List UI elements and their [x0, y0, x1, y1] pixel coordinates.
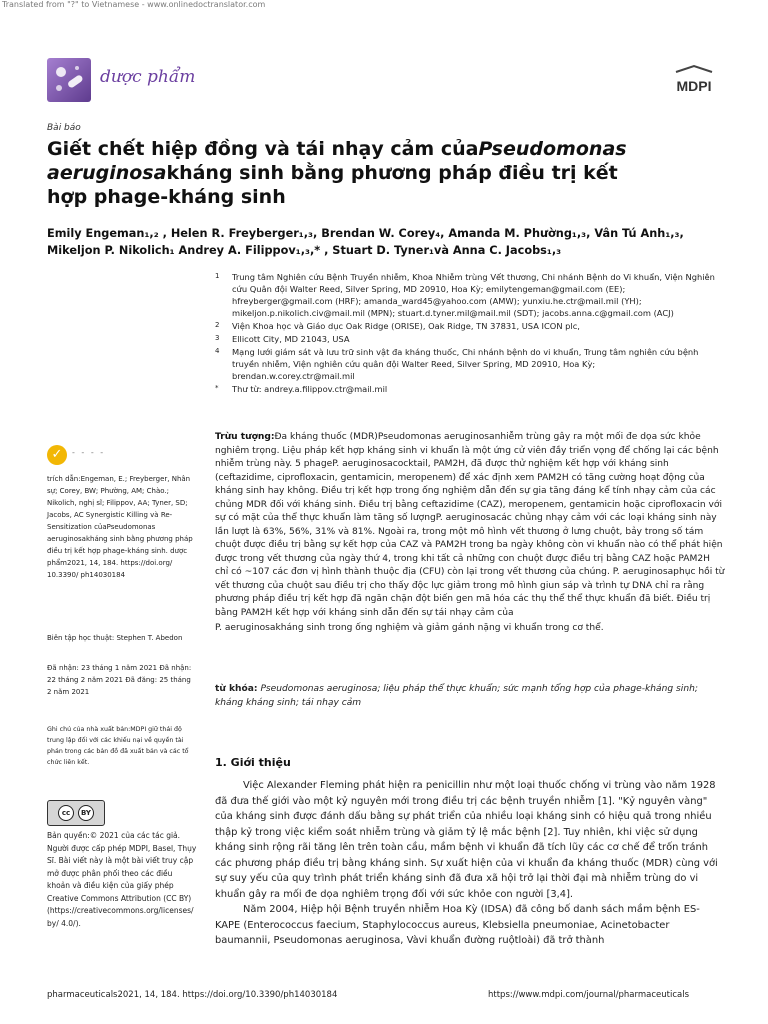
introduction-body: [215, 778, 725, 949]
footer-citation: pharmaceuticals2021, 14, 184. https://doi.org/10.3390/ph14030184: [47, 990, 338, 1000]
journal-name: dược phẩm: [100, 67, 196, 87]
keywords-text: Pseudomonas aeruginosa; liệu pháp thể thực khuẩn; sức mạnh tổng hợp của phage-kháng sinh; kháng kháng sinh; tái nhạy cảm: [215, 684, 698, 708]
publication-dates: Đã nhận: 23 tháng 1 năm 2021 Đã nhận: 22 tháng 2 năm 2021 Đã đăng: 25 tháng 2 năm 2021: [47, 664, 192, 696]
svg-text:MDPI: MDPI: [676, 78, 712, 94]
footer-url[interactable]: https://www.mdpi.com/journal/pharmaceuticals: [488, 990, 689, 1000]
authors-line-1: Emily Engeman₁,₂ , Helen R. Freyberger₁,₃, Brendan W. Corey₄, Amanda M. Phường₁,₃, Vân Tú Anh₁,₃,: [47, 227, 684, 240]
cc-icon: cc: [58, 805, 74, 821]
affiliation-item: 3 Ellicott City, MD 21043, USA: [215, 334, 350, 344]
citation: trích dẫn:Engeman, E.; Freyberger, Nhân sự; Corey, BW; Phường, AM; Chào.; Nikolich, nghị sĩ; Filippov, AA; Tyner, SD; Jacobs, AC Synergistic Killing và Re-Sensitization củaPseudomonas aeruginosakháng sinh bằng phương pháp điều trị kết hợp phage-kháng sinh. dược phẩm2021, 14, 184. https://doi.org/ 10.3390/ ph14030184: [47, 475, 193, 579]
correspondence: * Thư từ: andrey.a.filippov.ctr@mail.mil: [215, 384, 388, 394]
copyright: Bản quyền:© 2021 của các tác giả. Người được cấp phép MDPI, Basel, Thụy Sĩ. Bài viết này là một bài viết truy cập mở được phân phối theo các điều khoản và điều kiện của giấy phép Creative Commons Attribution (CC BY) (https://creativecommons.org/licenses/ by/ 4.0/).: [47, 831, 197, 928]
by-icon: BY: [78, 805, 94, 821]
author-list: [47, 225, 707, 259]
publisher-note: Ghi chú của nhà xuất bản:MDPI giữ thái độ trung lập đối với các khiếu nại về quyền tài phán trong các bản đồ đã xuất bản và các tổ chức liên kết.: [47, 726, 189, 766]
article-title: Giết chết hiệp đồng và tái nhạy cảm củaPseudomonas aeruginosakháng sinh bằng phương pháp điều trị kết hợp phage-kháng sinh: [47, 138, 627, 208]
intro-paragraph-1: Việc Alexander Fleming phát hiện ra penicillin như một loại thuốc chống vi trùng vào năm 1928 đã đưa thế giới vào một kỷ nguyên mới trong điều trị các bệnh truyền nhiễm [1]. "Kỷ nguyên vàng" của kháng sinh được đánh dấu bằng sự phát triển của nhiều loại kháng sinh có hiệu quả trong nhiều thập kỷ trong việc kiểm soát nhiễm trùng và giảm tỷ lệ mắc bệnh [2]. Tuy nhiên, khi việc sử dụng kháng sinh rộng rãi tăng lên trên toàn cầu, mầm bệnh vi khuẩn đã tích lũy các cơ chế để trốn tránh các phương pháp điều trị bằng kháng sinh. Sự xuất hiện của vi khuẩn đa kháng thuốc (MDR) cùng với sự suy yếu của quy trình phát triển kháng sinh đã đưa xã hội trở lại thời đại mà nhiễm trùng do vi khuẩn gây ra mối đe dọa nghiêm trọng đối với sức khỏe con người [3,4].: [215, 780, 718, 900]
check-for-updates-label: - - - -: [72, 448, 106, 457]
section-title: 1. Giới thiệu: [215, 756, 291, 769]
pills-icon: [47, 58, 91, 102]
abstract-end: P. aeruginosakháng sinh trong ống nghiệm và giảm gánh nặng vi khuẩn trong cơ thể.: [215, 623, 604, 633]
article-type: Bài báo: [47, 123, 81, 133]
cc-by-license-badge[interactable]: [47, 800, 105, 826]
translation-note: Translated from "?" to Vietnamese - www.onlinedoctranslator.com: [2, 0, 266, 9]
check-for-updates-icon[interactable]: ✓: [47, 445, 67, 465]
abstract-text: Đa kháng thuốc (MDR)Pseudomonas aeruginosanhiễm trùng gây ra một mối đe dọa sức khỏe nghiêm trọng. Liệu pháp kết hợp kháng sinh vi khuẩn là một ứng cử viên đầy triển vọng để chống lại các bệnh nhiễm trùng này. 5 phageP. aeruginosacocktail, PAM2H, đã được thử nghiệm kết hợp với kháng sinh (ceftazidime, ciprofloxacin, gentamicin, meropenem) để xác định xem PAM2H có tăng cường hoạt động của kháng sinh hay không. Điều trị kết hợp trong ống nghiệm dẫn đến sự gia tăng đáng kể tính nhạy cảm của các chủng MDR đối với kháng sinh. Điều trị bằng ceftazidime (CAZ), meropenem, gentamicin hoặc ciprofloxacin với sự có mặt của thể thực khuẩn làm tăng số lượngP. aeruginosacác chủng nhạy cảm với các loại kháng sinh này lần lượt là 63%, 56%, 31% và 81%. Ngoài ra, trong một mô hình vết thương ở lưng chuột, bảy trong số tám chuột được điều trị bằng sự kết hợp của CAZ và PAM2H trong ba ngày không còn vi khuẩn nào có thể phát hiện được trong vết thương của ngày thứ 4, trong khi tất cả những con chuột được điều trị bằng CAZ hoặc PAM2H chỉ có ~107 các đơn vị hình thành thuộc địa (CFU) còn lại trong vết thương của chúng. P. aeruginosaphục hồi từ vết thương của chuột sau điều trị cho thấy độc lực giảm trong mô hình giun sáp và trình tự DNA chỉ ra rằng phương pháp điều trị kết hợp đã ngăn chặn đột biến gen mã hóa các thụ thể thể thực khuẩn đã biết. Điều trị bằng PAM2H kết hợp với kháng sinh dẫn đến sự tái nhạy cảm của: [215, 432, 725, 618]
abstract-label: Trừu tượng:: [215, 432, 275, 442]
affiliations: [215, 271, 715, 396]
mdpi-logo: [666, 64, 722, 98]
journal-logo: [47, 58, 91, 102]
abstract: [215, 431, 725, 636]
affiliation-item: 4 Mạng lưới giám sát và lưu trữ sinh vật đa kháng thuốc, Chi nhánh bệnh do vi khuẩn, Trung tâm nghiên cứu bệnh truyền nhiễm, Viện nghiên cứu quân đội Walter Reed, Silver Spring, MD 20910, Hoa Kỳ; brendan.w.corey.ctr@mail.mil: [215, 347, 699, 381]
affiliation-item: 1 Trung tâm Nghiên cứu Bệnh Truyền nhiễm, Khoa Nhiễm trùng Vết thương, Chi nhánh Bệnh do Vi khuẩn, Viện Nghiên cứu Quân đội Walter Reed, Silver Spring, MD 20910, Hoa Kỳ; emilytengeman@gmail.com (EE); hfreyberger@gmail.com (HRF); amanda_ward45@yahoo.com (AMW); yunxiu.he.ctr@mail.mil (YH); mikeljon.p.nikolich.civ@mail.mil (MPN); stuart.d.tyner.mil@mail.mil (SDT); jacobs.anna.c@gmail.com (ACJ): [215, 272, 715, 318]
academic-editor: Biên tập học thuật: Stephen T. Abedon: [47, 634, 183, 642]
keywords-label: từ khóa:: [215, 684, 258, 694]
authors-line-2: Mikeljon P. Nikolich₁ Andrey A. Filippov₁,₃,* , Stuart D. Tyner₁và Anna C. Jacobs₁,₃: [47, 244, 562, 257]
keywords: [215, 683, 720, 710]
affiliation-item: 2 Viện Khoa học và Giáo dục Oak Ridge (ORISE), Oak Ridge, TN 37831, USA ICON plc,: [215, 321, 580, 331]
intro-paragraph-2: Năm 2004, Hiệp hội Bệnh truyền nhiễm Hoa Kỳ (IDSA) đã công bố danh sách mầm bệnh ES-KAPE (Enterococcus faecium, Staphylococcus aureus, Klebsiella pneumoniae, Acinetobacter baumannii, Pseudomonas aeruginosa, Vàvi khuẩn đường ruộtloài) đã trở thành: [215, 904, 700, 946]
